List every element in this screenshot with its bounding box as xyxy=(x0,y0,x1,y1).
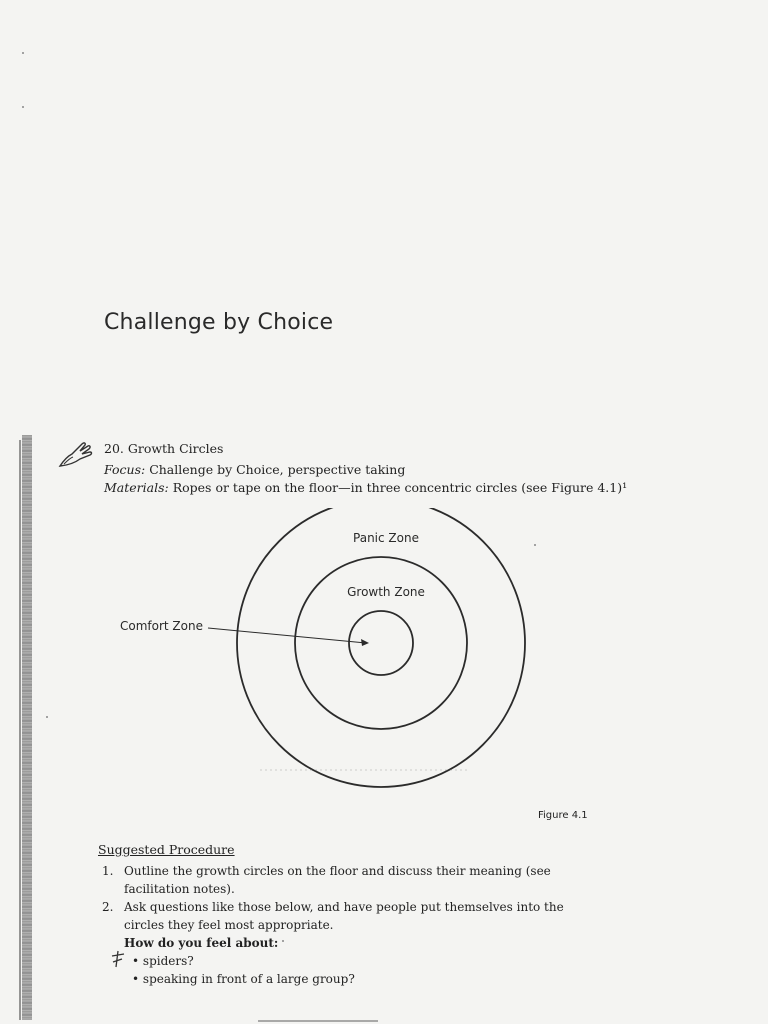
scan-speck xyxy=(46,716,48,718)
prompt-text: How do you feel about: xyxy=(124,936,279,950)
step-item xyxy=(102,898,592,934)
page-title: Challenge by Choice xyxy=(104,310,334,335)
bullet-list xyxy=(102,952,592,988)
procedure-heading: Suggested Procedure xyxy=(98,842,235,857)
growth-zone-circle xyxy=(295,557,467,729)
panic-zone-circle xyxy=(237,508,525,787)
panic-zone-label: Panic Zone xyxy=(353,531,419,545)
step-number: 1. xyxy=(102,864,114,878)
scan-artifact-line xyxy=(258,1020,378,1022)
bullet-text: spiders? xyxy=(142,954,194,968)
materials-label: Materials: xyxy=(104,480,169,495)
comfort-zone-circle xyxy=(349,611,413,675)
materials-line xyxy=(104,480,627,495)
scan-speck xyxy=(22,106,24,108)
binding-edge xyxy=(22,435,32,1020)
scan-speck xyxy=(534,544,536,546)
focus-label: Focus: xyxy=(104,462,146,477)
bullet-item: • speaking in front of a large group? xyxy=(132,972,355,986)
arrowhead-icon xyxy=(361,639,369,646)
step-item xyxy=(102,862,592,898)
handwritten-star-icon xyxy=(110,950,126,973)
step-text: Ask questions like those below, and have people put themselves into the circles they feel most appropriate. xyxy=(124,900,564,932)
bullet-text: speaking in front of a large group? xyxy=(142,972,355,986)
comfort-zone-label: Comfort Zone xyxy=(120,619,203,633)
growth-circles-figure xyxy=(110,508,550,803)
hand-icon xyxy=(58,438,94,472)
focus-line xyxy=(104,462,405,477)
binding-edge-line xyxy=(19,440,21,1020)
focus-value: Challenge by Choice, perspective taking xyxy=(149,462,406,477)
materials-value: Ropes or tape on the floor—in three concentric circles (see Figure 4.1)¹ xyxy=(172,480,628,495)
bullet-item: • spiders? xyxy=(132,954,194,968)
comfort-zone-arrow-line xyxy=(208,628,366,643)
growth-zone-label: Growth Zone xyxy=(347,585,425,599)
step-text: Outline the growth circles on the floor and discuss their meaning (see facilitation notes). xyxy=(124,864,551,896)
figure-caption: Figure 4.1 xyxy=(538,810,588,821)
scan-speck xyxy=(22,52,24,54)
scan-speck xyxy=(282,940,284,942)
activity-heading: 20. Growth Circles xyxy=(104,441,224,456)
procedure-steps xyxy=(102,862,592,988)
step-number: 2. xyxy=(102,900,114,914)
